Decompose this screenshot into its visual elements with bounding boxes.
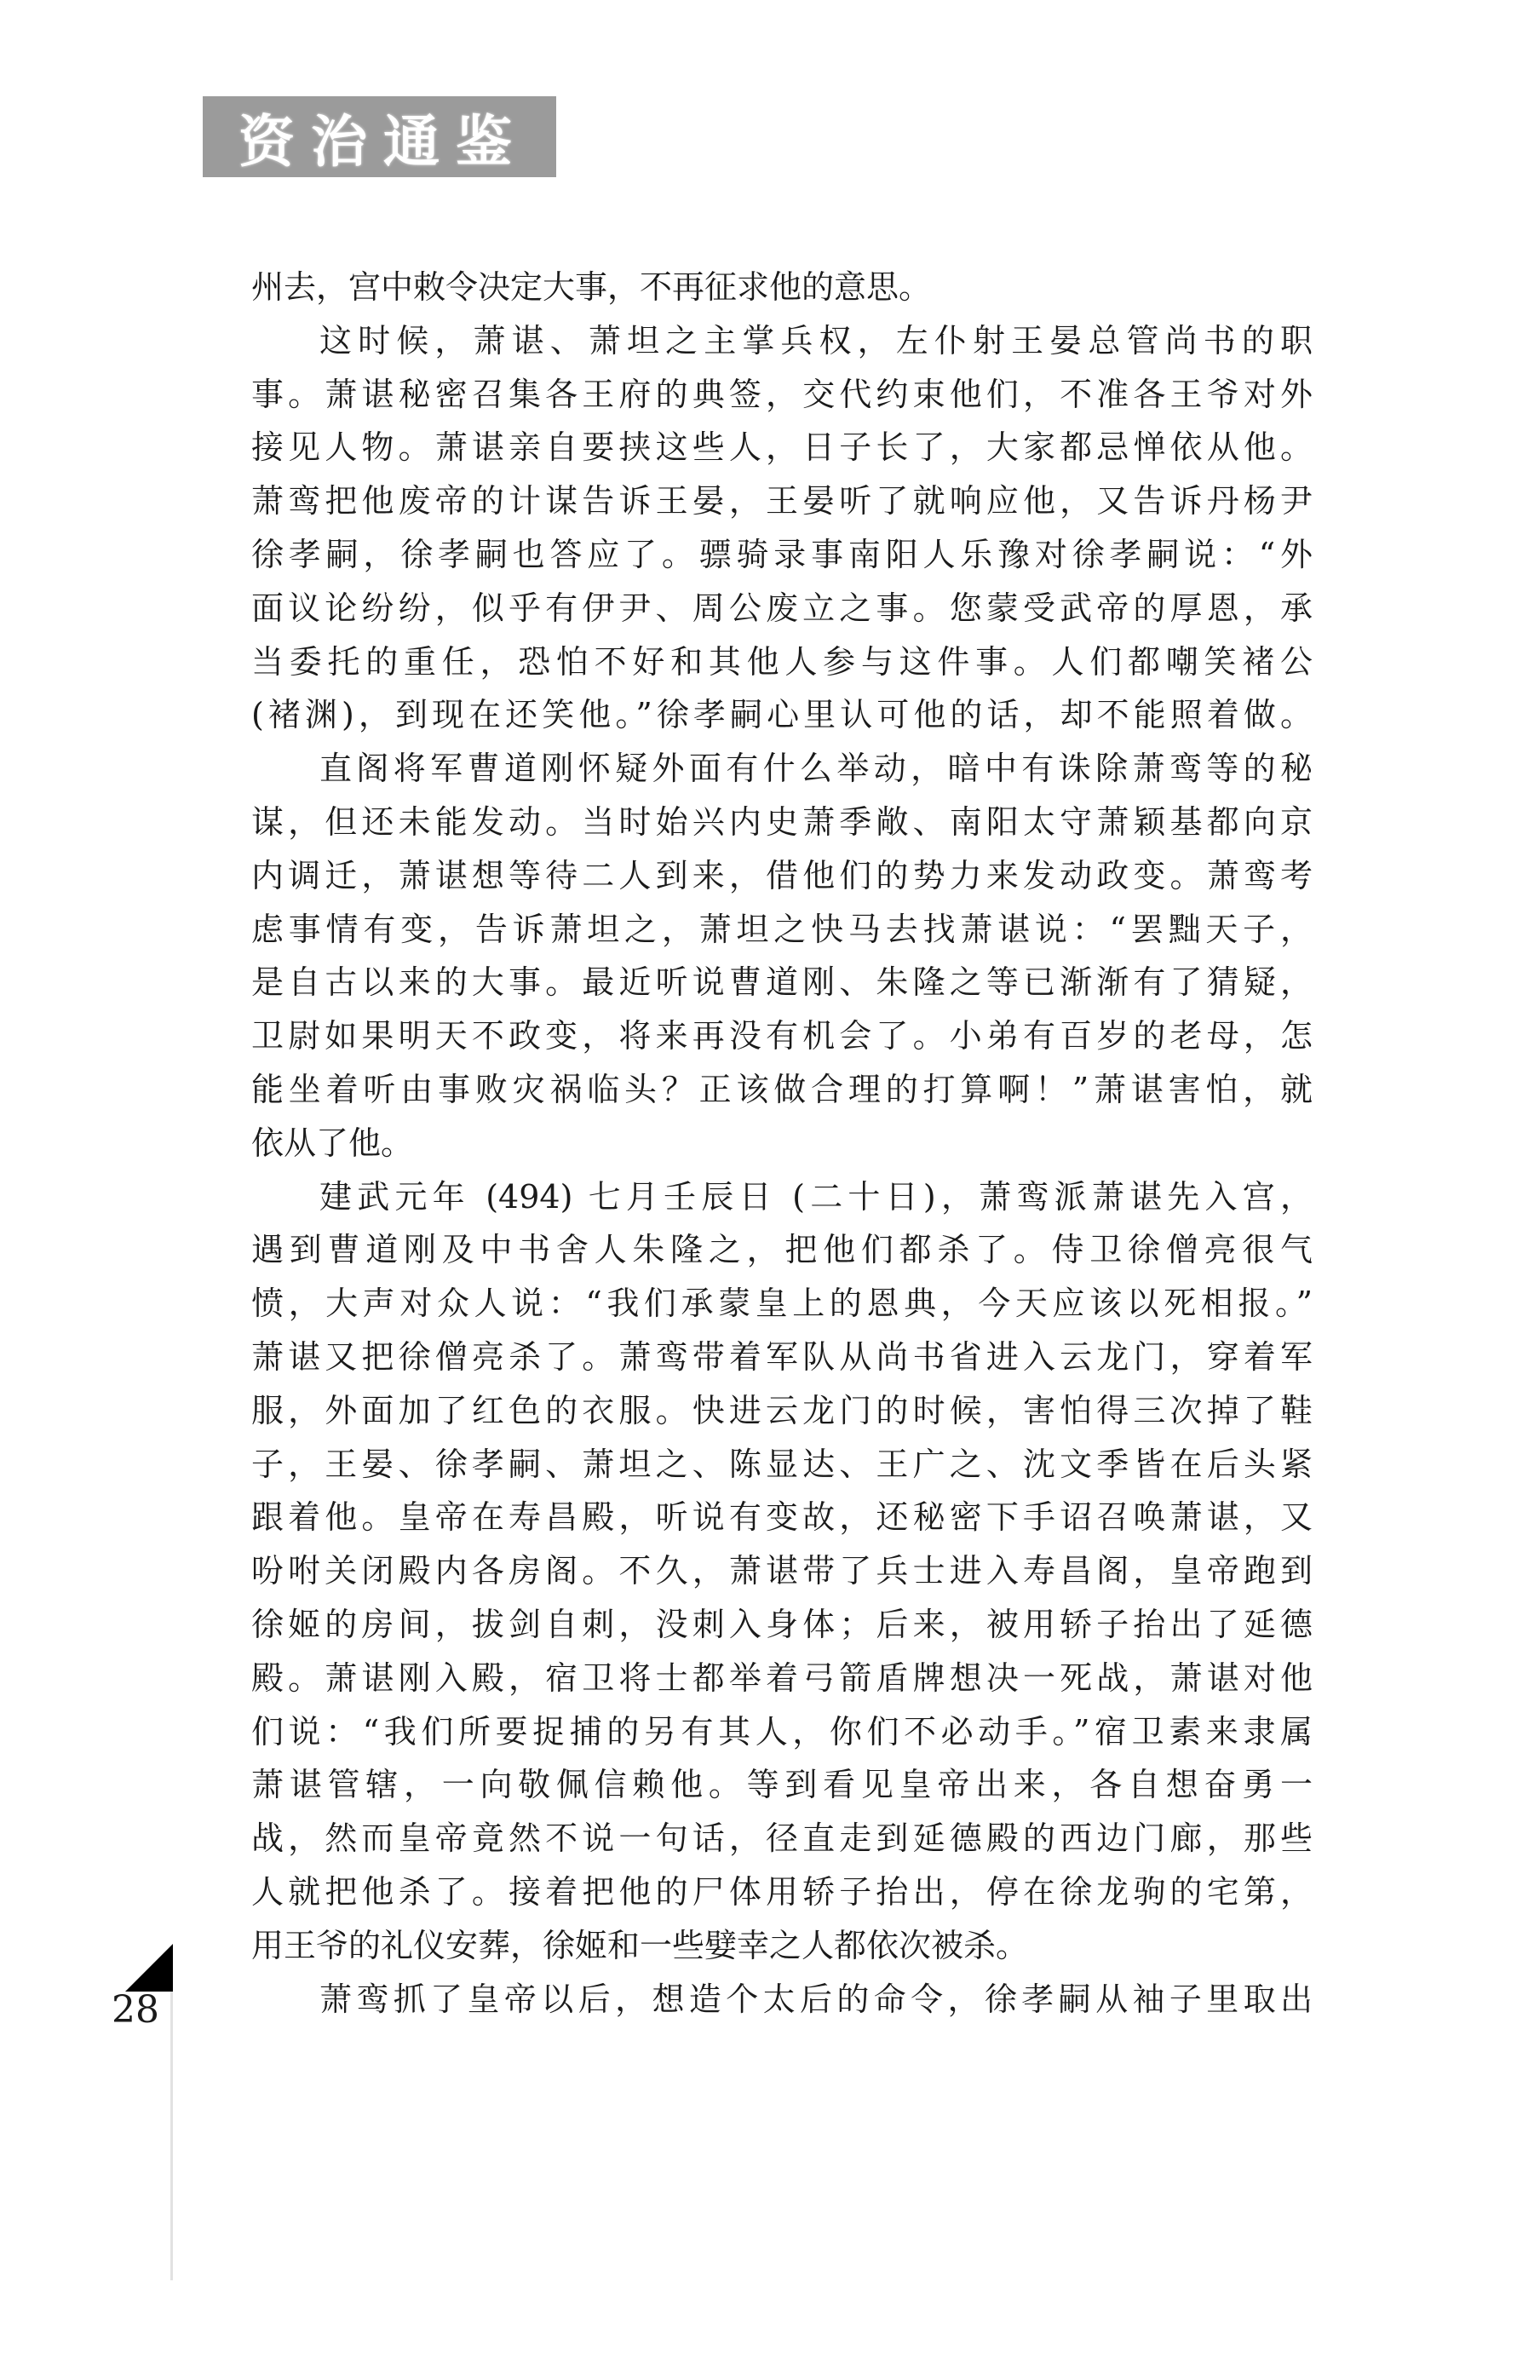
text-line: 子，王晏、徐孝嗣、萧坦之、陈显达、王广之、沈文季皆在后头紧	[251, 1445, 1313, 1483]
book-series-banner	[203, 96, 556, 177]
page-number: 28	[112, 1988, 159, 2032]
text-line: 跟着他。皇帝在寿昌殿，听说有变故，还秘密下手诏召唤萧谌，又	[251, 1498, 1313, 1537]
text-line: 依从了他。	[251, 1124, 414, 1162]
text-line: 遇到曹道刚及中书舍人朱隆之，把他们都杀了。侍卫徐僧亮很气	[251, 1231, 1313, 1269]
body-text	[251, 261, 1313, 2026]
text-line: 服，外面加了红色的衣服。快进云龙门的时候，害怕得三次掉了鞋	[251, 1391, 1313, 1429]
text-line: 战，然而皇帝竟然不说一句话，径直走到延德殿的西边门廊，那些	[251, 1819, 1313, 1858]
text-line: 州去，宫中敕令决定大事，不再征求他的意思。	[251, 268, 932, 306]
text-line: 能坐着听由事败灾祸临头？正该做合理的打算啊！”萧谌害怕，就	[251, 1070, 1313, 1108]
text-line: 们说：“我们所要捉捕的另有其人，你们不必动手。”宿卫素来隶属	[251, 1712, 1313, 1751]
text-line: 吩咐关闭殿内各房阁。不久，萧谌带了兵士进入寿昌阁，皇帝跑到	[251, 1552, 1313, 1590]
text-line: 是自古以来的大事。最近听说曹道刚、朱隆之等已渐渐有了猜疑，	[251, 963, 1313, 1002]
text-line: 接见人物。萧谌亲自要挟这些人，日子长了，大家都忌惮依从他。	[251, 428, 1313, 467]
text-line: 虑事情有变，告诉萧坦之，萧坦之快马去找萧谌说：“罢黜天子，	[251, 910, 1313, 948]
left-margin-rule	[170, 1992, 173, 2280]
text-line: 面议论纷纷，似乎有伊尹、周公废立之事。您蒙受武帝的厚恩，承	[251, 589, 1313, 627]
text-line: 用王爷的礼仪安葬，徐姬和一些嬖幸之人都依次被杀。	[251, 1926, 1029, 1964]
text-line: 徐孝嗣，徐孝嗣也答应了。骠骑录事南阳人乐豫对徐孝嗣说：“外	[251, 535, 1313, 573]
text-line: 人就把他杀了。接着把他的尸体用轿子抬出，停在徐龙驹的宅第，	[251, 1872, 1313, 1911]
text-line: 愤，大声对众人说：“我们承蒙皇上的恩典，今天应该以死相报。”	[251, 1285, 1313, 1323]
text-line: 这时候，萧谌、萧坦之主掌兵权，左仆射王晏总管尚书的职	[319, 321, 1313, 359]
text-line: 殿。萧谌刚入殿，宿卫将士都举着弓箭盾牌想决一死战，萧谌对他	[251, 1659, 1313, 1697]
text-line: 萧谌又把徐僧亮杀了。萧鸾带着军队从尚书省进入云龙门，穿着军	[251, 1337, 1313, 1376]
text-line: (褚渊)，到现在还笑他。”徐孝嗣心里认可他的话，却不能照着做。	[251, 696, 1313, 734]
text-line: 萧鸾把他废帝的计谋告诉王晏，王晏听了就响应他，又告诉丹杨尹	[251, 482, 1313, 520]
text-line: 内调迁，萧谌想等待二人到来，借他们的势力来发动政变。萧鸾考	[251, 856, 1313, 894]
text-line: 卫尉如果明天不政变，将来再没有机会了。小弟有百岁的老母，怎	[251, 1017, 1313, 1055]
text-line: 谋，但还未能发动。当时始兴内史萧季敞、南阳太守萧颖基都向京	[251, 802, 1313, 841]
text-line: 事。萧谌秘密召集各王府的典签，交代约束他们，不准各王爷对外	[251, 375, 1313, 413]
text-line: 当委托的重任，恐怕不好和其他人参与这件事。人们都嘲笑褚公	[251, 642, 1313, 681]
text-line: 徐姬的房间，拔剑自刺，没刺入身体；后来，被用轿子抬出了延德	[251, 1605, 1313, 1643]
text-line: 建武元年 (494) 七月壬辰日 (二十日)，萧鸾派萧谌先入宫，	[319, 1177, 1313, 1216]
text-line: 萧鸾抓了皇帝以后，想造个太后的命令，徐孝嗣从袖子里取出	[319, 1980, 1313, 2018]
banner-title: 资治通鉴	[238, 110, 528, 173]
text-line: 萧谌管辖，一向敬佩信赖他。等到看见皇帝出来，各自想奋勇一	[251, 1766, 1313, 1804]
text-line: 直阁将军曹道刚怀疑外面有什么举动，暗中有诛除萧鸾等的秘	[319, 750, 1313, 788]
corner-triangle-marker	[125, 1944, 173, 1992]
